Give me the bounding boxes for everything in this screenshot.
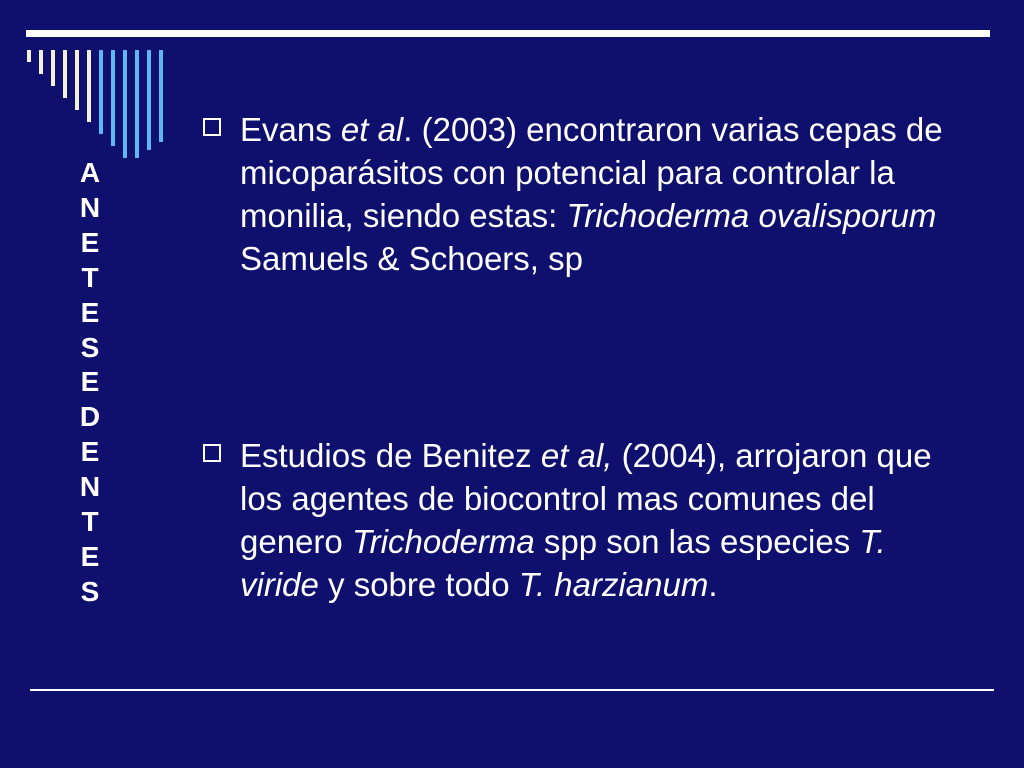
- title-letter: N: [79, 191, 101, 223]
- bottom-rule: [30, 689, 994, 691]
- decorative-stripe: [27, 50, 31, 62]
- title-letter: E: [80, 296, 100, 328]
- title-letter: E: [80, 366, 100, 398]
- title-letter: S: [80, 331, 100, 363]
- bullet-text: [240, 108, 968, 280]
- decorative-stripe: [99, 50, 103, 134]
- text-segment: Samuels & Schoers, sp: [240, 240, 583, 277]
- bullet-item: [198, 108, 968, 280]
- text-segment: Evans: [240, 111, 341, 148]
- text-segment: . (2003) encontraron varias cepas de micoparásitos con potencial para controlar la monilia, siendo estas:: [240, 111, 943, 234]
- title-letter: A: [79, 157, 101, 188]
- decorative-stripe: [75, 50, 79, 110]
- decorative-stripe: [63, 50, 67, 98]
- text-segment: y sobre todo: [318, 566, 519, 603]
- title-letter: D: [79, 401, 101, 433]
- title-letter: E: [80, 436, 100, 468]
- bullet-item: [198, 434, 968, 606]
- text-segment: spp son las especies: [534, 523, 860, 560]
- text-segment: Trichoderma ovalisporum: [566, 197, 937, 234]
- title-letter: E: [80, 540, 100, 572]
- text-segment: .: [708, 566, 718, 603]
- title-letter: E: [80, 226, 100, 258]
- text-segment: et al: [340, 111, 404, 148]
- decorative-stripe: [87, 50, 91, 122]
- title-letter: N: [79, 471, 101, 503]
- decorative-stripes: [0, 0, 180, 170]
- text-segment: T. viride: [240, 523, 886, 603]
- text-segment: Trichoderma: [351, 523, 535, 560]
- decorative-stripe: [123, 50, 127, 158]
- square-bullet-icon: [203, 444, 221, 462]
- bullet-text: [240, 434, 968, 606]
- text-segment: (2004), arrojaron que los agentes de biocontrol mas comunes del genero: [240, 437, 932, 560]
- decorative-stripe: [111, 50, 115, 146]
- text-segment: et al,: [540, 437, 613, 474]
- decorative-stripe: [39, 50, 43, 74]
- decorative-stripe: [135, 50, 139, 158]
- decorative-stripe: [159, 50, 163, 142]
- decorative-stripe: [147, 50, 151, 150]
- text-segment: Estudios de Benitez: [240, 437, 541, 474]
- text-segment: T. harzianum: [518, 566, 709, 603]
- title-letter: S: [80, 575, 100, 607]
- title-letter: T: [81, 506, 99, 538]
- square-bullet-icon: [203, 118, 221, 136]
- decorative-stripe: [51, 50, 55, 86]
- title-letter: T: [81, 261, 99, 293]
- vertical-title: [68, 156, 112, 610]
